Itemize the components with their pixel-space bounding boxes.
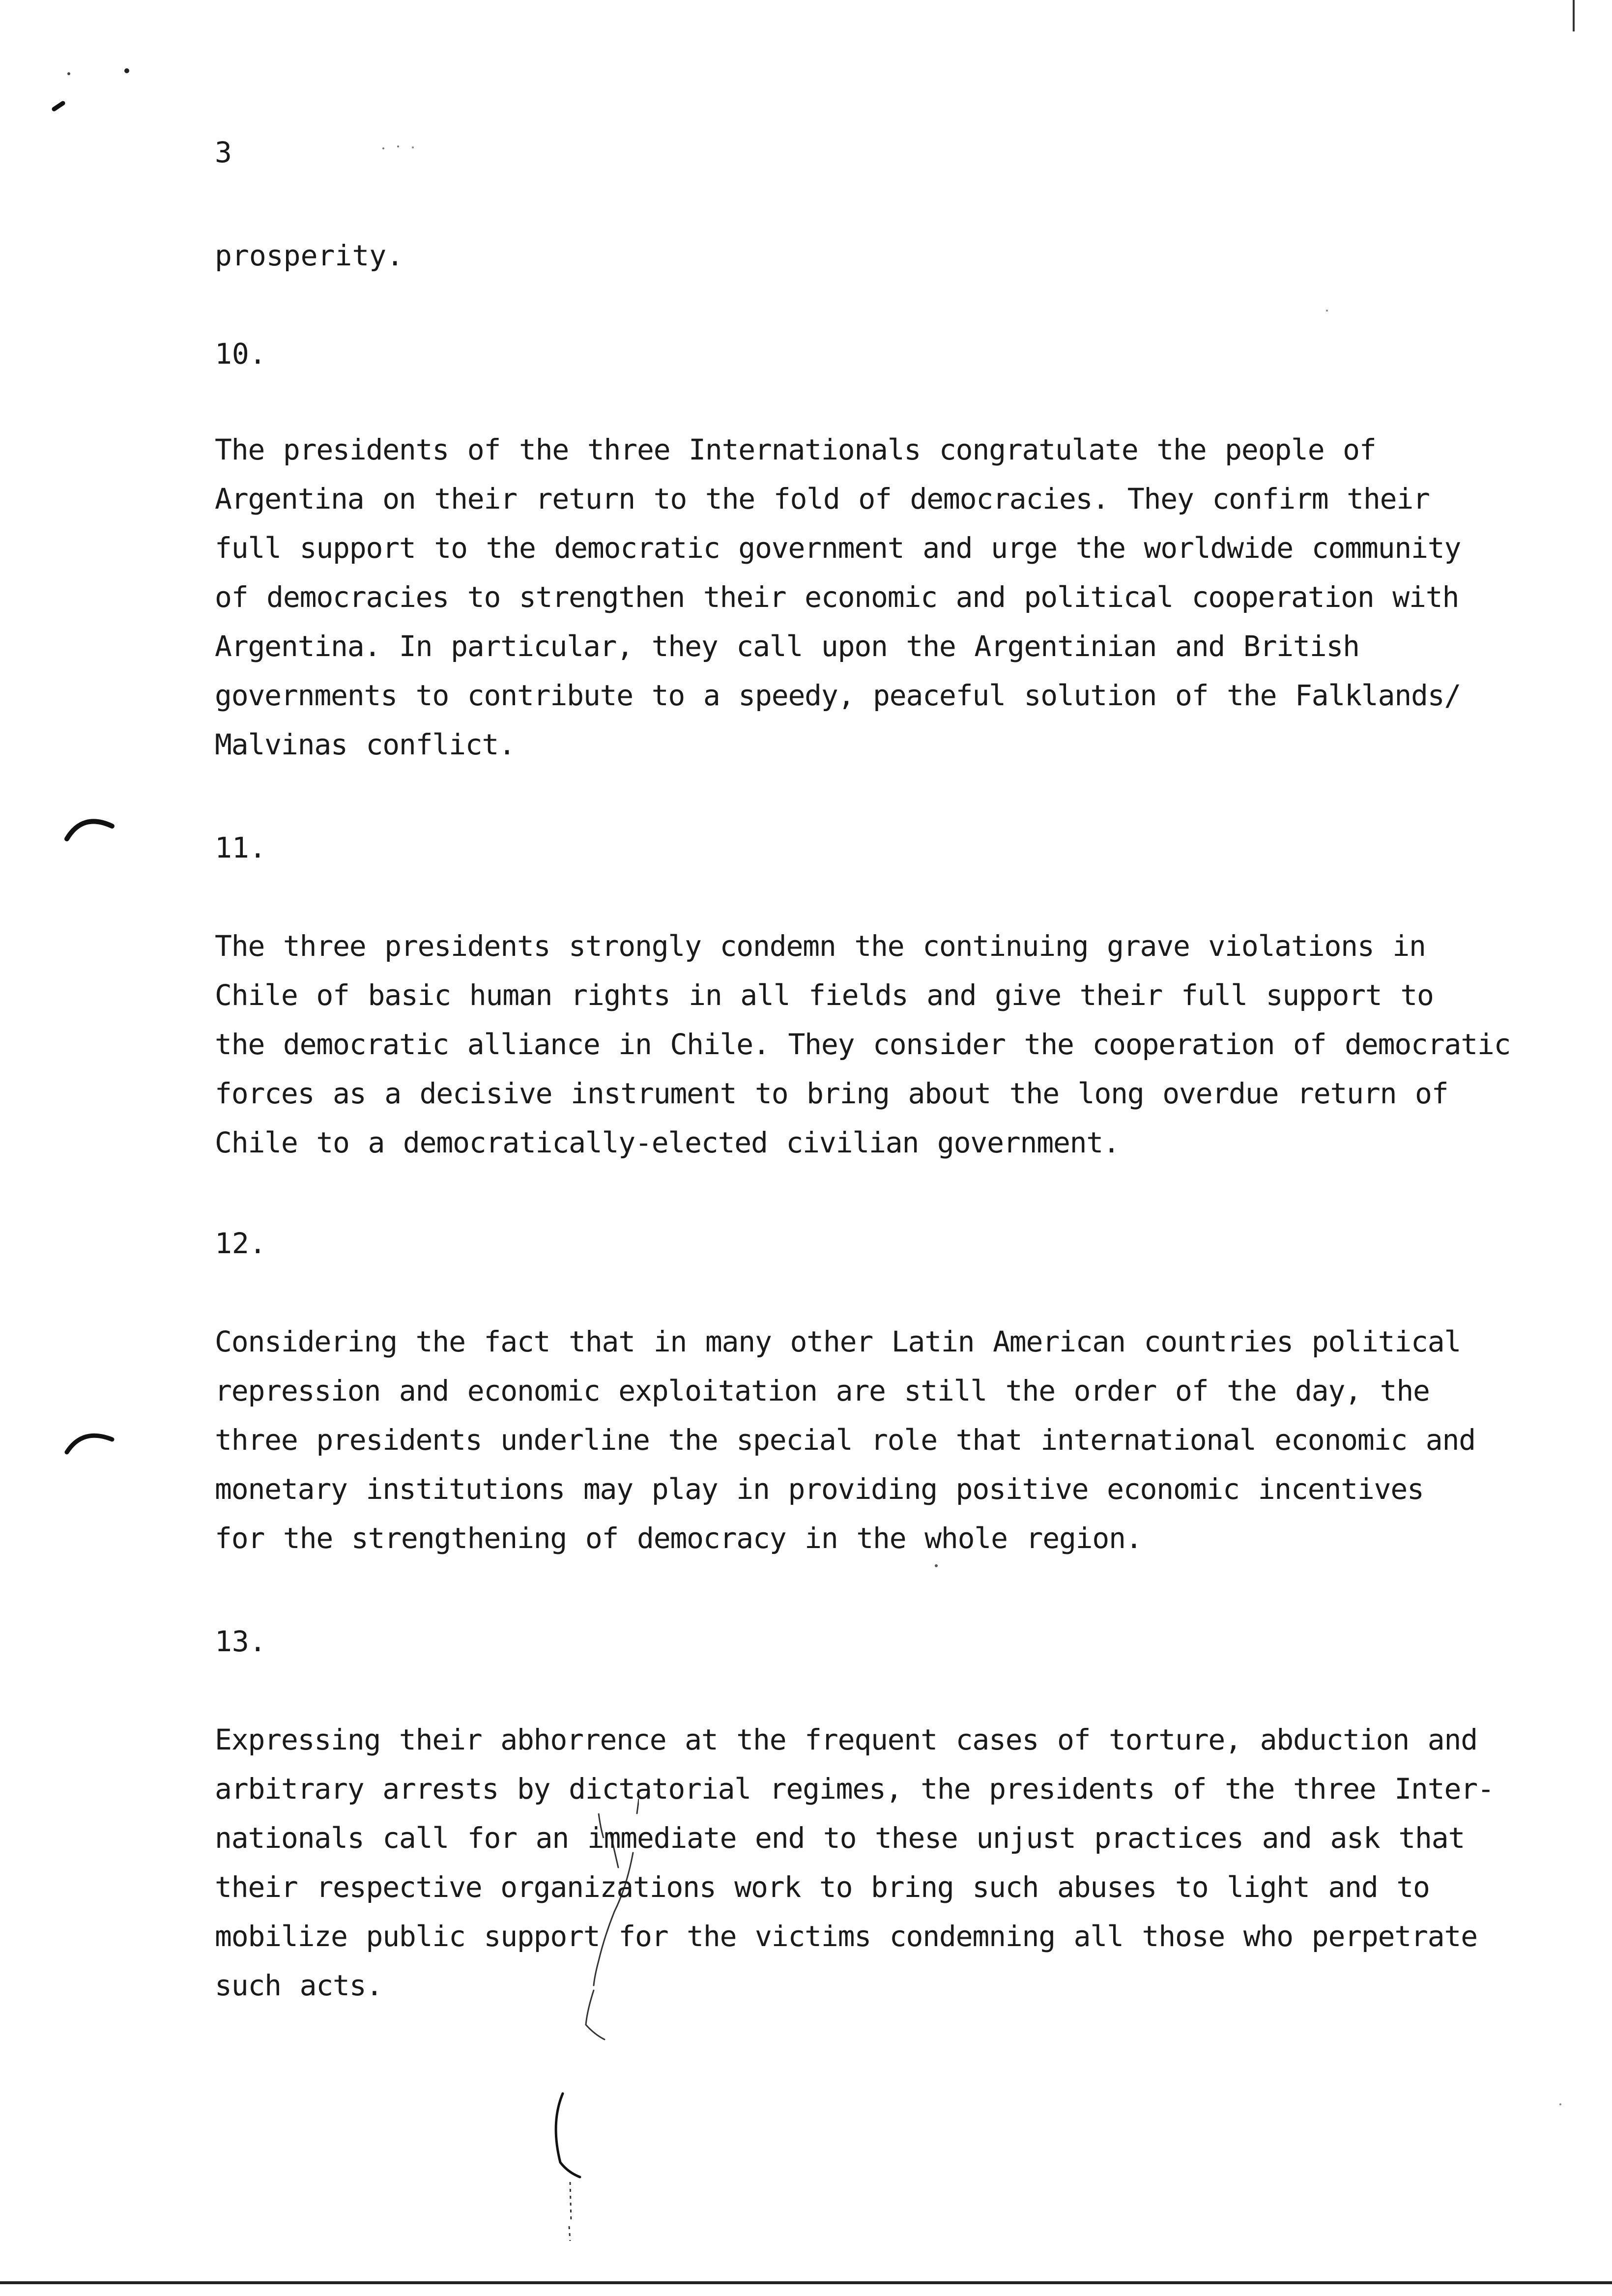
section-paragraph-12 (215, 1317, 1512, 1563)
paragraph-line: mobilize public support for the victims condemning all those who perpetrate (215, 1920, 1477, 1953)
paragraph-line: such acts. (215, 1969, 383, 2002)
margin-arc-mark-1 (63, 808, 122, 843)
bottom-rule (0, 2281, 1612, 2284)
paragraph-line: three presidents underline the special role that international economic and (215, 1423, 1475, 1457)
paragraph-line: nationals call for an immediate end to these unjust practices and ask that (215, 1821, 1465, 1855)
paragraph-line: The three presidents strongly condemn the continuing grave violations in (215, 929, 1426, 963)
paragraph-line: forces as a decisive instrument to bring about the long overdue return of (215, 1077, 1448, 1110)
section-paragraph-13 (215, 1715, 1512, 2010)
paragraph-line: The presidents of the three Internationals congratulate the people of (215, 433, 1376, 466)
margin-arc-mark-2 (63, 1423, 122, 1457)
scan-edge-mark (1573, 0, 1575, 31)
section-number-13: 13. (215, 1625, 266, 1658)
paragraph-line: arbitrary arrests by dictatorial regimes, the presidents of the three Inter- (215, 1772, 1494, 1806)
section-number-11: 11. (215, 831, 266, 864)
paragraph-line: Considering the fact that in many other Latin American countries political (215, 1325, 1461, 1358)
section-number-10: 10. (215, 337, 266, 371)
paragraph-line: the democratic alliance in Chile. They consider the cooperation of democratic (215, 1028, 1511, 1061)
paragraph-line: full support to the democratic government and urge the worldwide community (215, 531, 1461, 565)
paragraph-line: Argentina. In particular, they call upon the Argentinian and British (215, 630, 1359, 663)
section-number-12: 12. (215, 1227, 266, 1260)
paragraph-line: Chile of basic human rights in all fields and give their full support to (215, 978, 1434, 1012)
paragraph-line: monetary institutions may play in providing positive economic incentives (215, 1472, 1424, 1506)
paragraph-line: for the strengthening of democracy in the whole region. (215, 1521, 1142, 1555)
paragraph-line: Malvinas conflict. (215, 728, 515, 761)
section-paragraph-10 (215, 425, 1512, 769)
paragraph-line: Expressing their abhorrence at the frequent cases of torture, abduction and (215, 1723, 1477, 1756)
paragraph-line: governments to contribute to a speedy, peaceful solution of the Falklands/ (215, 679, 1461, 712)
paragraph-line: of democracies to strengthen their economic and political cooperation with (215, 580, 1459, 614)
page-number: 3 (215, 136, 232, 169)
paragraph-line: Chile to a democratically-elected civilian government. (215, 1126, 1120, 1159)
section-paragraph-11 (215, 921, 1512, 1167)
paragraph-line: repression and economic exploitation are still the order of the day, the (215, 1374, 1430, 1407)
paragraph-line: Argentina on their return to the fold of democracies. They confirm their (215, 482, 1430, 516)
continuation-text: prosperity. (215, 239, 404, 272)
paragraph-line: their respective organizations work to bring such abuses to light and to (215, 1870, 1430, 1904)
